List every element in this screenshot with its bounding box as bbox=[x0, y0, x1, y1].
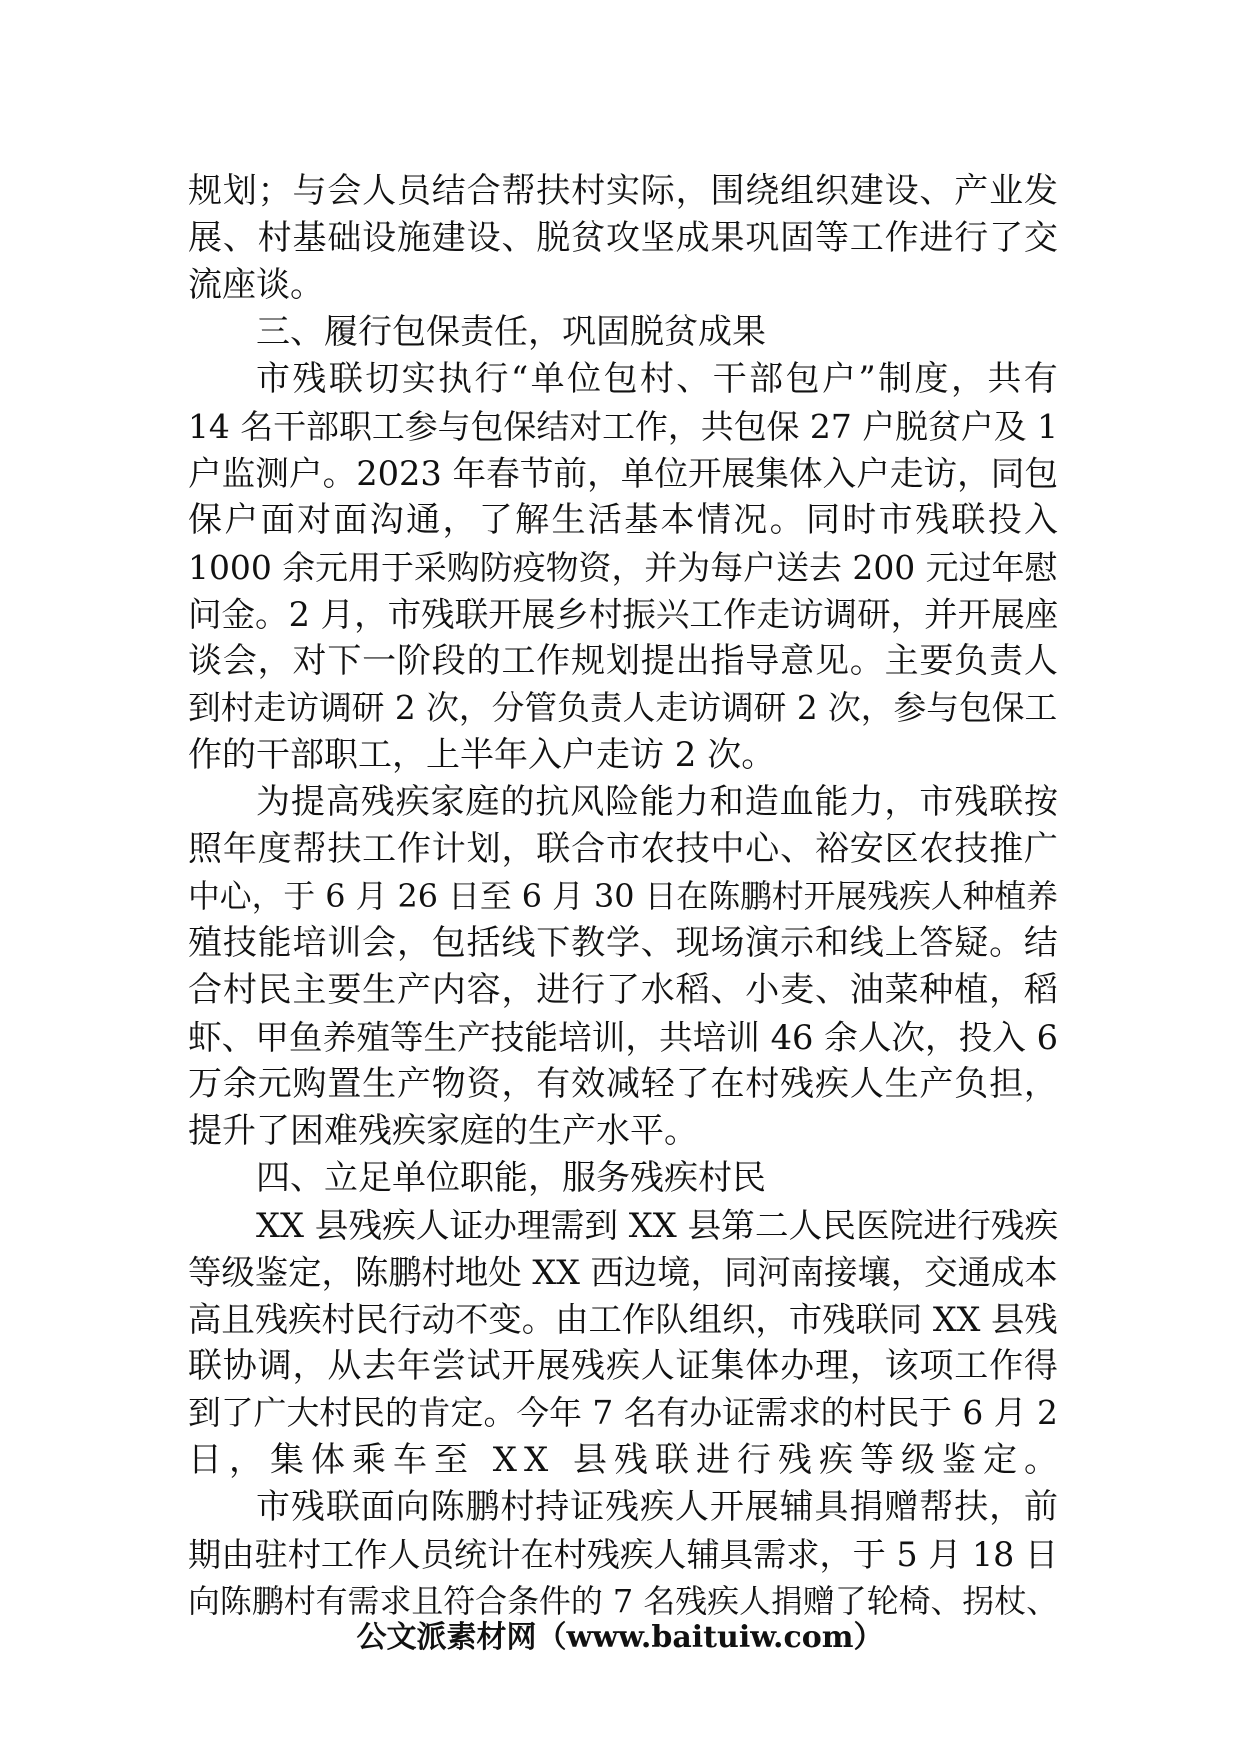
text-line: 高且残疾村民行动不变。由工作队组织，市残联同 XX 县残 bbox=[188, 1300, 1058, 1339]
document-body bbox=[188, 168, 1066, 1625]
text-line: 到村走访调研 2 次，分管负责人走访调研 2 次，参与包保工 bbox=[188, 689, 1058, 727]
footer-watermark: 公文派素材网（www.baituiw.com） bbox=[356, 1620, 884, 1655]
text-line: 照年度帮扶工作计划，联合市农技中心、裕安区农技推广 bbox=[188, 829, 1059, 869]
text-line: 问金。2 月，市残联开展乡村振兴工作走访调研，并开展座 bbox=[188, 595, 1059, 634]
text-line: 万余元购置生产物资，有效减轻了在村残疾人生产负担， bbox=[188, 1064, 1059, 1104]
text-line: 谈会，对下一阶段的工作规划提出指导意见。主要负责人 bbox=[188, 641, 1059, 681]
text-line: 为提高残疾家庭的抗风险能力和造血能力，市残联按 bbox=[256, 782, 1059, 822]
text-line: 中心，于 6 月 26 日至 6 月 30 日在陈鹏村开展残疾人种植养 bbox=[188, 877, 1058, 915]
text-line: 联协调，从去年尝试开展残疾人证集体办理，该项工作得 bbox=[188, 1346, 1059, 1386]
text-line: 殖技能培训会，包括线下教学、现场演示和线上答疑。结 bbox=[188, 923, 1059, 963]
text-line: 到了广大村民的肯定。今年 7 名有办证需求的村民于 6 月 2 bbox=[188, 1394, 1058, 1432]
text-line: 保户面对面沟通，了解生活基本情况。同时市残联投入 bbox=[188, 500, 1061, 540]
paragraph bbox=[188, 168, 1058, 309]
text-line: 规划；与会人员结合帮扶村实际，围绕组织建设、产业发 bbox=[188, 171, 1059, 211]
text-line: 日，集体乘车至 XX 县残联进行残疾等级鉴定。 bbox=[188, 1440, 1066, 1480]
paragraph bbox=[188, 1202, 1066, 1484]
text-line: XX 县残疾人证办理需到 XX 县第二人民医院进行残疾 bbox=[256, 1206, 1059, 1245]
text-line: 等级鉴定，陈鹏村地处 XX 西边境，同河南接壤，交通成本 bbox=[188, 1253, 1058, 1292]
text-line: 户监测户。2023 年春节前，单位开展集体入户走访，同包 bbox=[188, 454, 1059, 493]
paragraph bbox=[188, 356, 1061, 779]
text-line: 虾、甲鱼养殖等生产技能培训，共培训 46 余人次，投入 6 bbox=[188, 1018, 1059, 1057]
text-line: 提升了困难残疾家庭的生产水平。 bbox=[188, 1111, 698, 1151]
text-line: 三、履行包保责任，巩固脱贫成果 bbox=[256, 312, 766, 352]
text-line: 流座谈。 bbox=[188, 265, 324, 305]
text-line: 市残联切实执行“单位包村、干部包户”制度，共有 bbox=[256, 359, 1061, 399]
text-line: 向陈鹏村有需求且符合条件的 7 名残疾人捐赠了轮椅、拐杖、 bbox=[188, 1582, 1059, 1620]
text-line: 四、立足单位职能，服务残疾村民 bbox=[256, 1158, 766, 1198]
paragraph bbox=[188, 1155, 1058, 1202]
paragraph bbox=[188, 1484, 1058, 1625]
text-line: 期由驻村工作人员统计在村残疾人辅具需求，于 5 月 18 日 bbox=[188, 1535, 1059, 1574]
paragraph bbox=[188, 779, 1058, 1155]
text-line: 作的干部职工，上半年入户走访 2 次。 bbox=[188, 735, 776, 775]
paragraph bbox=[188, 309, 1058, 356]
text-line: 14 名干部职工参与包保结对工作，共包保 27 户脱贫户及 1 bbox=[188, 407, 1059, 446]
text-line: 市残联面向陈鹏村持证残疾人开展辅具捐赠帮扶，前 bbox=[256, 1487, 1059, 1527]
text-line: 展、村基础设施建设、脱贫攻坚成果巩固等工作进行了交 bbox=[188, 218, 1059, 258]
text-line: 1000 余元用于采购防疫物资，并为每户送去 200 元过年慰 bbox=[188, 548, 1058, 587]
text-line: 合村民主要生产内容，进行了水稻、小麦、油菜种植，稻 bbox=[188, 970, 1059, 1010]
